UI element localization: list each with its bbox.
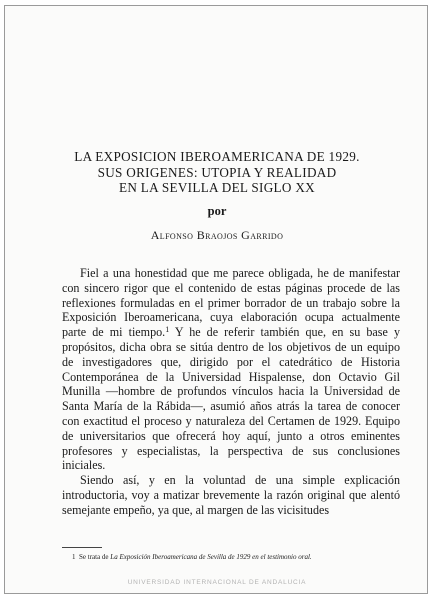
footnote-reference: 1 (165, 325, 170, 335)
footnote-number: 1 (72, 553, 76, 561)
paragraph-1-text-b: Y he de referir también que, en su base y propósitos, dicha obra se sitúa dentro de los objetivos de un equipo de investigadores que, dirigido por el catedrático de Historia Contemporánea de la Universidad Hispalense, don Octavio Gil Munilla —hombre de profundos vínculos hacia la Universidad de Santa María de la Rábida—, asumió años atrás la tarea de conocer con exactitud el proceso y naturaleza del Certamen de 1929. Equipo de universitarios que ofrecerá hoy aquí, junto a otros eminentes profesores y especialistas, la perspectiva de sus conclusiones iniciales. (62, 325, 400, 473)
title-line-2: SUS ORIGENES: UTOPIA Y REALIDAD (97, 164, 337, 180)
article-body (62, 266, 400, 518)
byline: por (207, 204, 227, 218)
watermark: UNIVERSIDAD INTERNACIONAL DE ANDALUCIA (127, 579, 307, 586)
article-title (0, 149, 434, 196)
footnote (72, 553, 402, 562)
author-name: Alfonso Braojos Garrido (150, 228, 284, 242)
title-line-3: EN LA SEVILLA DEL SIGLO XX (119, 180, 315, 195)
paragraph-1-text-a: Fiel a una honestidad que me parece obligada, he de manifestar con sincero rigor que el contenido de estas páginas procede de las reflexiones formuladas en el primer borrador de un trabajo sobre la Exposición Iberoamericana, cuya elaboración ocupa actualmente parte de mi tiempo. (62, 266, 400, 340)
footnote-text-pre: Se trata de (79, 553, 111, 561)
title-line-1: LA EXPOSICION IBEROAMERICANA DE 1929. (74, 149, 360, 164)
footnote-text-post: en el testimonio oral. (250, 553, 312, 561)
footnote-rule (62, 547, 102, 548)
paragraph-1 (62, 266, 400, 473)
paragraph-2: Siendo así, y en la voluntad de una simple explicación introductoria, voy a matizar brevemente la razón original que alentó semejante empeño, ya que, al margen de las vicisitudes (62, 473, 400, 517)
footnote-title: La Exposición Iberoamericana de Sevilla de 1929 (110, 553, 251, 561)
